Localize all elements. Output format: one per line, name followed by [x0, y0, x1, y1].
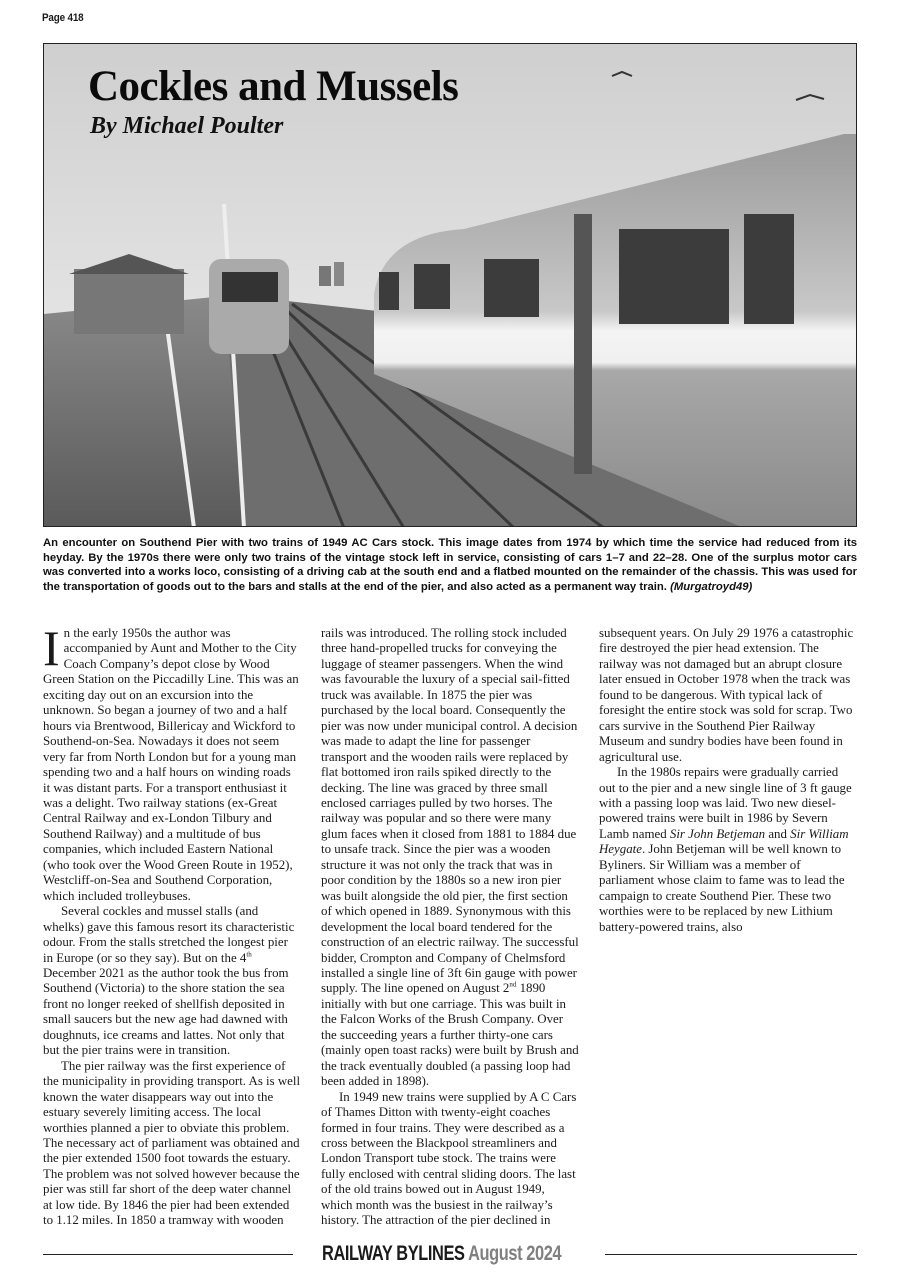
- magazine-name: RAILWAY BYLINES: [322, 1242, 465, 1265]
- photo-caption: [43, 536, 857, 594]
- article-title: Cockles and Mussels: [88, 63, 459, 110]
- photo-credit: (Murgatroyd49): [670, 580, 753, 593]
- footer-rule-right: [605, 1254, 857, 1255]
- magazine-masthead: [322, 1242, 561, 1266]
- paragraph-2: [43, 904, 301, 1059]
- caption-text: An encounter on Southend Pier with two trains of 1949 AC Cars stock. This image dates from 1974 by which time the service had reduced from its heyday. By the 1970s there were only two trains of the vintage stock left in service, consisting of cars 1–7 and 22–28. One of the surplus motor cars was converted into a works loco, consisting of a driving cab at the south end and a flatbed mounted on the remainder of the chassis. This was used for the transportation of goods out to the bars and stalls at the end of the pier, and also acted as a permanent way train.: [43, 537, 857, 593]
- train-name: Sir William Heygate: [599, 826, 849, 857]
- article-photo: [43, 43, 857, 527]
- paragraph-5: [599, 765, 857, 935]
- paragraph-text: In the 1980s repairs were gradually carried out to the pier and a new single line of 3 ft gauge with a passing loop was laid. Two new diesel-powered trains were built in 1986 by Severn Lamb named: [599, 765, 852, 841]
- paragraph-text: 1890 initially with but one carriage. This was built in the Falcon Works of the Brush Company. Over the succeeding years a further thirty-one cars (mainly open toast racks) were built by Brush and the track eventually doubled (a passing loop had been added in 1898).: [321, 981, 579, 1089]
- article-body: [43, 620, 857, 1230]
- ordinal-suffix: th: [246, 950, 252, 959]
- page-footer: [0, 1240, 905, 1270]
- drop-cap: I: [43, 620, 60, 676]
- paragraph-text: December 2021 as the author took the bus from Southend (Victoria) to the shore station the sea front no longer reeked of shellfish deposited in small saucers but the new age had dawned with doughnuts, ice creams and lattes. Not only that but the pier trains were in transition.: [43, 965, 289, 1058]
- paragraph-text: and: [765, 826, 791, 841]
- paragraph-text: The pier railway was the first experience of the municipality in providing transport. As is well known the water disappears way out into the estuary severely limiting access. The local worthies planned a pier to obviate this problem. The necessary act of parliament was obtained and the pier extended 1500 foot towards the estuary. The problem was not solved however because the pier was still far short of the deep water channel at low tide. By 1846 the pier had been extended to 1.12 miles. In 1850 a tramway with wooden rails was introduced. The rolling stock included three hand-propelled trucks for conveying the luggage of steamer passengers. When the wind was favourable the luxury of a special sail-fitted truck was available. In 1875 the pier was purchased by the local board. Consequently the pier was now under municipal control. A decision was made to adapt the line for passenger transport and the wooden rails were replaced by flat bottomed iron rails spiked directly to the decking. The line was graced by three small enclosed carriages pulled by two horses. The railway was popular and so there were many glum faces when it closed from 1881 to 1884 due to unsafe track. Since the pier was a wooden structure it was not only the track that was in poor condition by the 1880s so a new iron pier was built alongside the old pier, the first section of which opened in 1889. Synonymous with this development the local board tendered for the construction of an electric railway. The successful bidder, Crompton and Company of Chelmsford installed a single line of 3ft 6in gauge with power supply. The line opened on August 2: [43, 626, 579, 1228]
- issue-date: August 2024: [468, 1242, 562, 1265]
- train-name: Sir John Betjeman: [669, 826, 766, 841]
- paragraph-text: n the early 1950s the author was accompanied by Aunt and Mother to the City Coach Company’s depot close by Wood Green Station on the Piccadilly Line. This was an exciting day out on an excursion into the unknown. So began a journey of two and a half hours via Brentwood, Billericay and Wickford to Southend-on-Sea. Nowadays it does not seem very far from North London but for a young man spending two and a half hours on winding roads it was distant parts. For a transport enthusiast it was a delight. Two railway stations (ex-Great Central Railway and ex-London Tilbury and Southend Railway) and a multitude of bus companies, which included Eastern National (who took over the Wood Green Route in 1952), Westcliff-on-Sea and Southend Corporation, which included trolleybuses.: [43, 626, 299, 903]
- paragraph-text: Several cockles and mussel stalls (and whelks) gave this famous resort its characteristic odour. From the stalls stretched the longest pier in Europe (or so they say). But on the 4: [43, 904, 295, 965]
- article-byline: By Michael Poulter: [90, 113, 284, 139]
- paragraph-text: . John Betjeman will be well known to Byliners. Sir William was a member of parliament whose claim to fame was to lead the campaign to create Southend Pier. These two worthies were to be replaced by new Lithium battery-powered trains, also: [599, 842, 845, 934]
- ordinal-suffix: nd: [509, 981, 517, 990]
- page-number: Page 418: [42, 12, 84, 24]
- paragraph-1: [43, 620, 301, 904]
- footer-rule-left: [43, 1254, 293, 1255]
- paragraph-text: In 1949 new trains were supplied by A C Cars of Thames Ditton with twenty-eight coaches formed in four trains. They were described as a cross between the Blackpool streamliners and London Transport tube stock. The trains were fully enclosed with central sliding doors. The last of the old trains bowed out in August 1949, which month was the busiest in the railway’s history. The attraction of the pier declined in subsequent years. On July 29 1976 a catastrophic fire destroyed the pier head extension. The railway was not damaged but an abrupt closure later ensued in October 1978 when the track was found to be dangerous. With typical lack of foresight the entire stock was sold for scrap. Two cars survive in the Southend Pier Railway Museum and sundry bodies have been found in agricultural use.: [321, 626, 854, 1228]
